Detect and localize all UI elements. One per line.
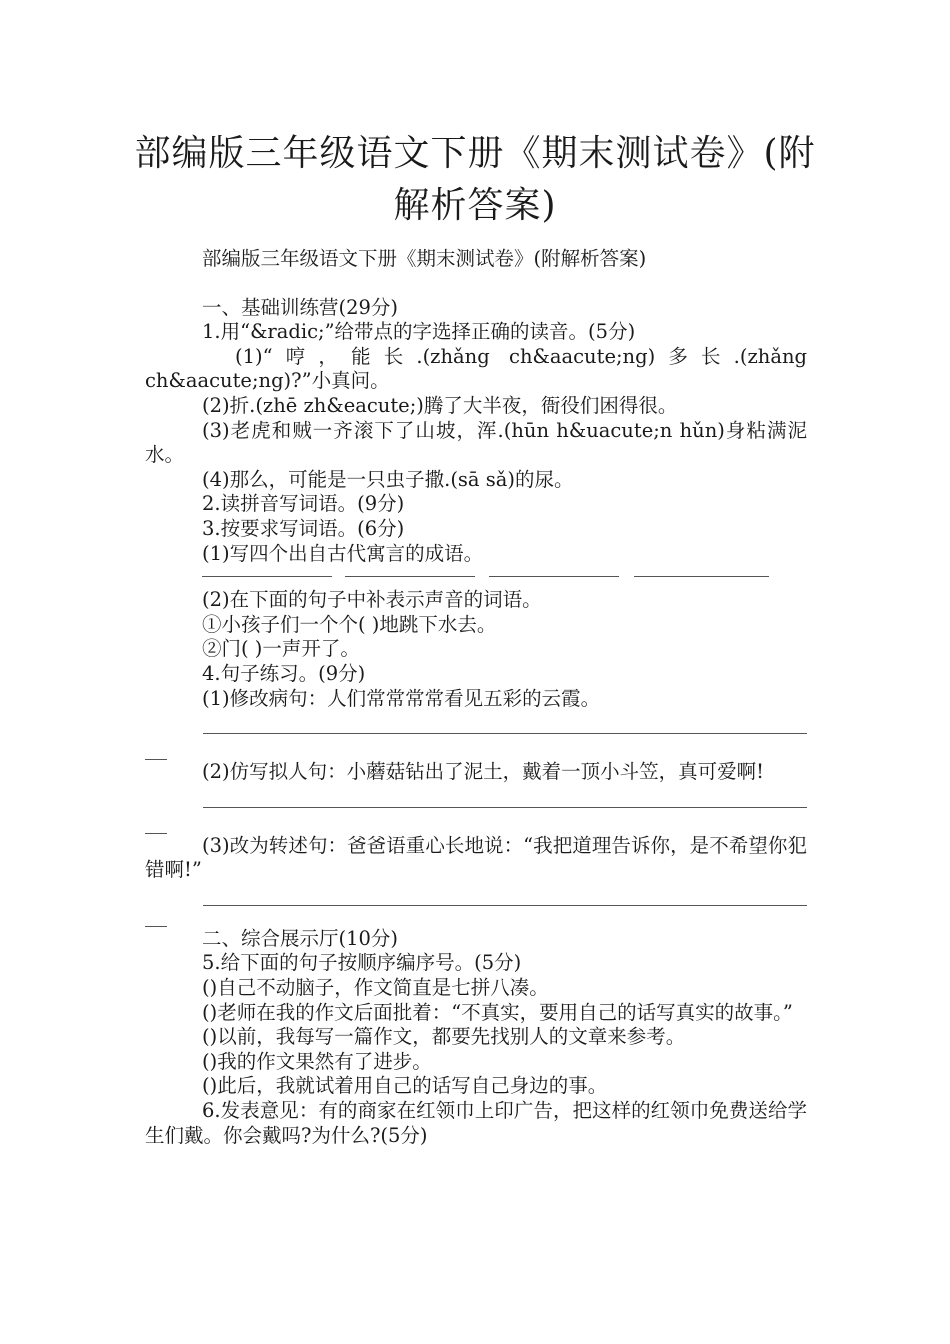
section-heading: 二、综合展示厅(10分) [202,926,399,950]
section-heading: 一、基础训练营(29分) [202,295,399,319]
question-1-item-1: (1)“哼，能长.(zhǎng ch&aacute;ng)多长.(zhǎng ch&aacute;ng)?”小真问。 [145,344,807,393]
document-title: 部编版三年级语文下册《期末测试卷》(附解析答案) [134,133,816,226]
question-4: 4.句子练习。(9分) [202,661,366,685]
question-4-item-2: (2)仿写拟人句：小蘑菇钻出了泥土，戴着一顶小斗笠，真可爱啊! [202,760,764,784]
answer-line[interactable] [145,883,807,927]
question-1-item-3: (3)老虎和贼一齐滚下了山坡，浑.(hūn h&uacute;n hǔn)身粘满泥水。 [145,418,807,467]
answer-blank[interactable] [634,576,769,577]
question-6: 6.发表意见：有的商家在红领巾上印广告，把这样的红领巾免费送给学生们戴。你会戴吗?为什么?(5分) [145,1099,807,1147]
question-4-item-1: (1)修改病句：人们常常常常看见五彩的云霞。 [202,686,601,710]
answer-line[interactable] [145,785,807,834]
question-5-item-4: ()我的作文果然有了进步。 [202,1049,432,1073]
question-1: 1.用“&radic;”给带点的字选择正确的读音。(5分) [202,320,636,344]
question-3-item-2: (2)在下面的句子中补表示声音的词语。 [202,588,542,612]
question-3: 3.按要求写词语。(6分) [202,516,405,540]
document-body [145,247,807,1148]
question-5-item-2: ()老师在我的作文后面批着：“不真实，要用自己的话写真实的故事。” [202,1000,793,1024]
answer-line[interactable] [145,711,807,760]
question-4-item-3: (3)改为转述句：爸爸语重心长地说：“我把道理告诉你，是不希望你犯错啊!” [145,833,807,882]
question-1-item-4: (4)那么，可能是一只虫子撒.(sā sǎ)的尿。 [202,467,574,491]
answer-blank[interactable] [202,576,332,577]
question-3-sentence-1: ①小孩子们一个个( )地跳下水去。 [202,612,497,636]
question-5-item-1: ()自己不动脑子，作文简直是七拼八凑。 [202,976,549,1000]
idiom-answer-blanks[interactable] [202,566,807,588]
question-3-sentence-2: ②门( )一声开了。 [202,637,360,661]
question-3-item-1: (1)写四个出自古代寓言的成语。 [202,541,484,565]
question-1-item-2: (2)折.(zhē zh&eacute;)腾了大半夜，衙役们困得很。 [202,393,678,417]
question-5-item-3: ()以前，我每写一篇作文，都要先找别人的文章来参考。 [202,1025,686,1049]
question-5: 5.给下面的句子按顺序编序号。(5分) [202,951,522,975]
answer-blank[interactable] [489,576,619,577]
question-5-item-5: ()此后，我就试着用自己的话写自己身边的事。 [202,1074,608,1098]
answer-blank[interactable] [345,576,475,577]
document-subtitle: 部编版三年级语文下册《期末测试卷》(附解析答案) [202,247,647,270]
question-2: 2.读拼音写词语。(9分) [202,492,405,516]
